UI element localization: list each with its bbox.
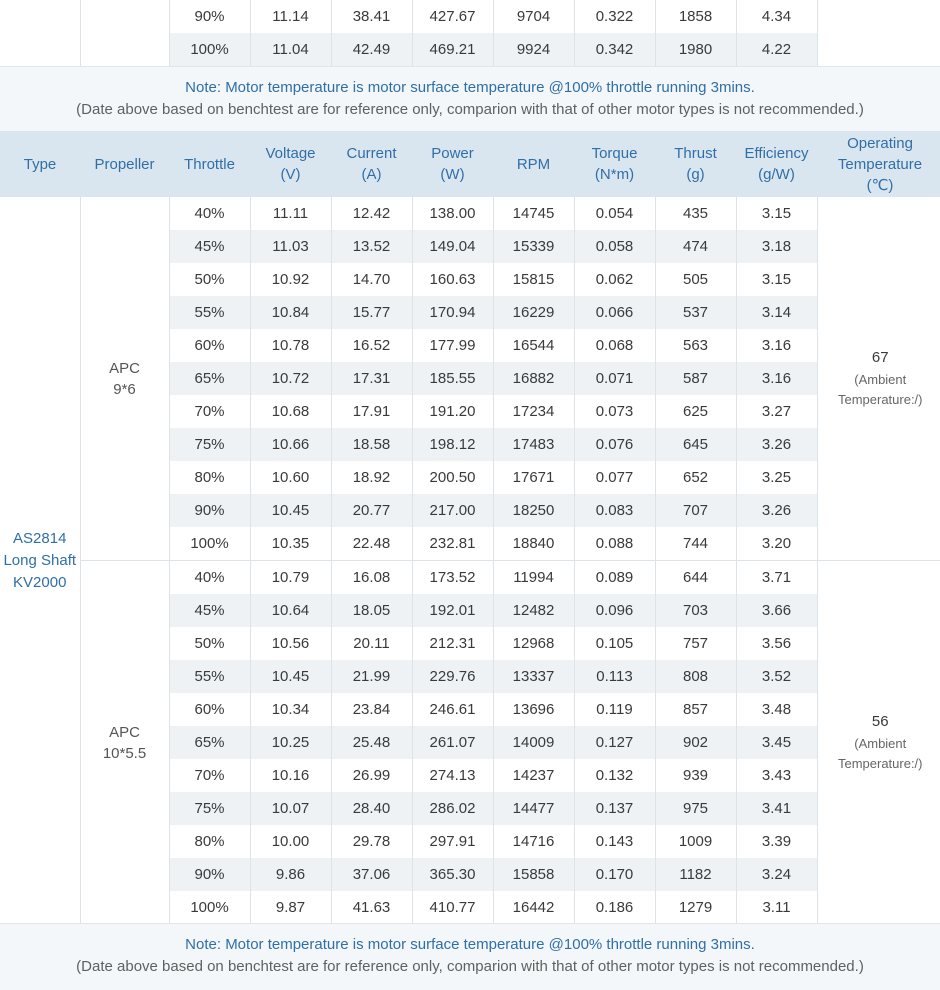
throttle-cell: 100% — [169, 891, 250, 924]
throttle-cell: 90% — [169, 858, 250, 891]
rpm-cell: 17671 — [493, 461, 574, 494]
thrust-cell: 757 — [655, 627, 736, 660]
torque-cell: 0.170 — [574, 858, 655, 891]
voltage-cell: 10.64 — [250, 594, 331, 627]
power-cell: 138.00 — [412, 197, 493, 230]
current-cell: 42.49 — [331, 33, 412, 66]
power-cell: 297.91 — [412, 825, 493, 858]
operating-temp-cell-empty — [817, 33, 940, 66]
rpm-cell: 15339 — [493, 230, 574, 263]
thrust-cell: 703 — [655, 594, 736, 627]
rpm-cell: 14237 — [493, 759, 574, 792]
current-cell: 16.52 — [331, 329, 412, 362]
voltage-cell: 10.56 — [250, 627, 331, 660]
current-cell: 23.84 — [331, 693, 412, 726]
throttle-cell: 60% — [169, 693, 250, 726]
rpm-cell: 14716 — [493, 825, 574, 858]
rpm-cell: 15815 — [493, 263, 574, 296]
thrust-cell: 563 — [655, 329, 736, 362]
rpm-cell: 12482 — [493, 594, 574, 627]
voltage-cell: 10.35 — [250, 527, 331, 561]
current-cell: 17.91 — [331, 395, 412, 428]
propeller-size: 9*6 — [113, 381, 136, 398]
note-line-1: Note: Motor temperature is motor surface temperature @100% throttle running 3mins. — [0, 77, 940, 99]
power-cell: 149.04 — [412, 230, 493, 263]
voltage-cell: 10.84 — [250, 296, 331, 329]
rpm-cell: 9924 — [493, 33, 574, 66]
efficiency-cell: 3.16 — [736, 362, 817, 395]
propeller-cell — [80, 561, 169, 925]
torque-cell: 0.077 — [574, 461, 655, 494]
header-torque: Torque (N*m) — [574, 131, 655, 197]
propeller-brand: APC — [109, 724, 140, 741]
propeller-cell-empty — [80, 33, 169, 66]
torque-cell: 0.113 — [574, 660, 655, 693]
voltage-cell: 10.66 — [250, 428, 331, 461]
torque-cell: 0.076 — [574, 428, 655, 461]
thrust-cell: 707 — [655, 494, 736, 527]
current-cell: 22.48 — [331, 527, 412, 561]
header-operating-temperature: Operating Temperature (℃) — [817, 131, 940, 197]
torque-cell: 0.119 — [574, 693, 655, 726]
power-cell: 365.30 — [412, 858, 493, 891]
power-cell: 410.77 — [412, 891, 493, 924]
efficiency-cell: 3.52 — [736, 660, 817, 693]
table-row — [0, 0, 940, 33]
throttle-cell: 75% — [169, 792, 250, 825]
current-cell: 15.77 — [331, 296, 412, 329]
rpm-cell: 11994 — [493, 561, 574, 595]
throttle-cell: 55% — [169, 296, 250, 329]
power-cell: 160.63 — [412, 263, 493, 296]
voltage-cell: 11.03 — [250, 230, 331, 263]
header-thrust: Thrust (g) — [655, 131, 736, 197]
torque-cell: 0.089 — [574, 561, 655, 595]
ambient-note-line-1: (Ambient — [818, 734, 940, 754]
motor-data-table — [0, 131, 940, 924]
efficiency-cell: 3.26 — [736, 494, 817, 527]
efficiency-cell: 3.45 — [736, 726, 817, 759]
type-cell-empty — [0, 0, 80, 33]
thrust-cell: 744 — [655, 527, 736, 561]
thrust-cell: 587 — [655, 362, 736, 395]
power-cell: 200.50 — [412, 461, 493, 494]
power-cell: 185.55 — [412, 362, 493, 395]
torque-cell: 0.143 — [574, 825, 655, 858]
current-cell: 18.05 — [331, 594, 412, 627]
thrust-cell: 808 — [655, 660, 736, 693]
throttle-cell: 45% — [169, 594, 250, 627]
efficiency-cell: 3.27 — [736, 395, 817, 428]
torque-cell: 0.058 — [574, 230, 655, 263]
voltage-cell: 10.79 — [250, 561, 331, 595]
current-cell: 26.99 — [331, 759, 412, 792]
efficiency-cell: 3.66 — [736, 594, 817, 627]
voltage-cell: 10.92 — [250, 263, 331, 296]
throttle-cell: 70% — [169, 395, 250, 428]
motor-type-cell — [0, 197, 80, 924]
voltage-cell: 9.87 — [250, 891, 331, 924]
rpm-cell: 17234 — [493, 395, 574, 428]
note-bottom — [0, 923, 940, 990]
voltage-cell: 10.68 — [250, 395, 331, 428]
torque-cell: 0.083 — [574, 494, 655, 527]
note-line-2: (Date above based on benchtest are for reference only, comparion with that of other motor types is not recommended.) — [0, 956, 940, 978]
torque-cell: 0.342 — [574, 33, 655, 66]
note-top — [0, 66, 940, 132]
ambient-note-line-2: Temperature:/) — [818, 754, 940, 774]
header-type: Type — [0, 131, 80, 197]
power-cell: 173.52 — [412, 561, 493, 595]
torque-cell: 0.062 — [574, 263, 655, 296]
throttle-cell: 100% — [169, 33, 250, 66]
torque-cell: 0.066 — [574, 296, 655, 329]
torque-cell: 0.105 — [574, 627, 655, 660]
efficiency-cell: 3.11 — [736, 891, 817, 924]
throttle-cell: 55% — [169, 660, 250, 693]
throttle-cell: 80% — [169, 825, 250, 858]
header-rpm: RPM — [493, 131, 574, 197]
rpm-cell: 16229 — [493, 296, 574, 329]
propeller-cell-empty — [80, 0, 169, 33]
power-cell: 469.21 — [412, 33, 493, 66]
voltage-cell: 10.25 — [250, 726, 331, 759]
throttle-cell: 100% — [169, 527, 250, 561]
torque-cell: 0.322 — [574, 0, 655, 33]
throttle-cell: 40% — [169, 561, 250, 595]
rpm-cell: 9704 — [493, 0, 574, 33]
rpm-cell: 14745 — [493, 197, 574, 230]
thrust-cell: 645 — [655, 428, 736, 461]
note-line-1: Note: Motor temperature is motor surface temperature @100% throttle running 3mins. — [0, 934, 940, 956]
current-cell: 21.99 — [331, 660, 412, 693]
voltage-cell: 10.16 — [250, 759, 331, 792]
efficiency-cell: 3.43 — [736, 759, 817, 792]
rpm-cell: 14009 — [493, 726, 574, 759]
thrust-cell: 644 — [655, 561, 736, 595]
header-throttle: Throttle — [169, 131, 250, 197]
current-cell: 17.31 — [331, 362, 412, 395]
efficiency-cell: 3.71 — [736, 561, 817, 595]
motor-type-line3: KV2000 — [13, 574, 66, 591]
table-row — [0, 33, 940, 66]
current-cell: 20.77 — [331, 494, 412, 527]
voltage-cell: 10.45 — [250, 660, 331, 693]
rpm-cell: 15858 — [493, 858, 574, 891]
power-cell: 246.61 — [412, 693, 493, 726]
thrust-cell: 652 — [655, 461, 736, 494]
torque-cell: 0.073 — [574, 395, 655, 428]
efficiency-cell: 3.39 — [736, 825, 817, 858]
propeller-brand: APC — [109, 360, 140, 377]
rpm-cell: 13337 — [493, 660, 574, 693]
motor-type-line1: AS2814 — [13, 530, 66, 547]
voltage-cell: 9.86 — [250, 858, 331, 891]
torque-cell: 0.186 — [574, 891, 655, 924]
efficiency-cell: 3.15 — [736, 197, 817, 230]
throttle-cell: 75% — [169, 428, 250, 461]
voltage-cell: 10.78 — [250, 329, 331, 362]
propeller-size: 10*5.5 — [103, 745, 146, 762]
torque-cell: 0.137 — [574, 792, 655, 825]
throttle-cell: 65% — [169, 362, 250, 395]
thrust-cell: 625 — [655, 395, 736, 428]
header-current: Current (A) — [331, 131, 412, 197]
header-row — [0, 131, 940, 197]
thrust-cell: 975 — [655, 792, 736, 825]
header-propeller: Propeller — [80, 131, 169, 197]
rpm-cell: 14477 — [493, 792, 574, 825]
current-cell: 41.63 — [331, 891, 412, 924]
header-efficiency: Efficiency (g/W) — [736, 131, 817, 197]
efficiency-cell: 4.34 — [736, 0, 817, 33]
torque-cell: 0.132 — [574, 759, 655, 792]
thrust-cell: 1279 — [655, 891, 736, 924]
current-cell: 14.70 — [331, 263, 412, 296]
thrust-cell: 939 — [655, 759, 736, 792]
thrust-cell: 857 — [655, 693, 736, 726]
ambient-note-line-2: Temperature:/) — [818, 390, 940, 410]
operating-temperature-value: 67 — [818, 348, 940, 368]
header-voltage: Voltage (V) — [250, 131, 331, 197]
note-line-2: (Date above based on benchtest are for reference only, comparion with that of other motor types is not recommended.) — [0, 99, 940, 121]
throttle-cell: 50% — [169, 627, 250, 660]
current-cell: 29.78 — [331, 825, 412, 858]
header-power: Power (W) — [412, 131, 493, 197]
power-cell: 198.12 — [412, 428, 493, 461]
voltage-cell: 11.14 — [250, 0, 331, 33]
rpm-cell: 18840 — [493, 527, 574, 561]
current-cell: 20.11 — [331, 627, 412, 660]
rpm-cell: 16544 — [493, 329, 574, 362]
torque-cell: 0.088 — [574, 527, 655, 561]
throttle-cell: 90% — [169, 494, 250, 527]
throttle-cell: 45% — [169, 230, 250, 263]
power-cell: 192.01 — [412, 594, 493, 627]
efficiency-cell: 3.25 — [736, 461, 817, 494]
current-cell: 18.92 — [331, 461, 412, 494]
current-cell: 18.58 — [331, 428, 412, 461]
voltage-cell: 10.72 — [250, 362, 331, 395]
table-row — [0, 561, 940, 595]
throttle-cell: 90% — [169, 0, 250, 33]
thrust-cell: 1009 — [655, 825, 736, 858]
throttle-cell: 65% — [169, 726, 250, 759]
power-cell: 177.99 — [412, 329, 493, 362]
thrust-cell: 1980 — [655, 33, 736, 66]
thrust-cell: 1858 — [655, 0, 736, 33]
efficiency-cell: 4.22 — [736, 33, 817, 66]
current-cell: 25.48 — [331, 726, 412, 759]
power-cell: 286.02 — [412, 792, 493, 825]
power-cell: 232.81 — [412, 527, 493, 561]
throttle-cell: 50% — [169, 263, 250, 296]
torque-cell: 0.096 — [574, 594, 655, 627]
current-cell: 28.40 — [331, 792, 412, 825]
current-cell: 12.42 — [331, 197, 412, 230]
power-cell: 274.13 — [412, 759, 493, 792]
efficiency-cell: 3.56 — [736, 627, 817, 660]
thrust-cell: 902 — [655, 726, 736, 759]
rpm-cell: 18250 — [493, 494, 574, 527]
operating-temperature-cell — [817, 561, 940, 925]
power-cell: 212.31 — [412, 627, 493, 660]
throttle-cell: 60% — [169, 329, 250, 362]
efficiency-cell: 3.16 — [736, 329, 817, 362]
thrust-cell: 505 — [655, 263, 736, 296]
power-cell: 229.76 — [412, 660, 493, 693]
rpm-cell: 16442 — [493, 891, 574, 924]
current-cell: 16.08 — [331, 561, 412, 595]
operating-temperature-value: 56 — [818, 712, 940, 732]
throttle-cell: 40% — [169, 197, 250, 230]
thrust-cell: 537 — [655, 296, 736, 329]
efficiency-cell: 3.18 — [736, 230, 817, 263]
efficiency-cell: 3.14 — [736, 296, 817, 329]
rpm-cell: 16882 — [493, 362, 574, 395]
torque-cell: 0.127 — [574, 726, 655, 759]
voltage-cell: 11.04 — [250, 33, 331, 66]
thrust-cell: 1182 — [655, 858, 736, 891]
voltage-cell: 10.00 — [250, 825, 331, 858]
torque-cell: 0.068 — [574, 329, 655, 362]
power-cell: 427.67 — [412, 0, 493, 33]
motor-type-line2: Long Shaft — [3, 552, 76, 569]
ambient-note-line-1: (Ambient — [818, 370, 940, 390]
voltage-cell: 11.11 — [250, 197, 331, 230]
efficiency-cell: 3.48 — [736, 693, 817, 726]
current-cell: 38.41 — [331, 0, 412, 33]
type-cell-empty — [0, 33, 80, 66]
operating-temperature-cell — [817, 197, 940, 561]
operating-temp-cell-empty — [817, 0, 940, 33]
power-cell: 191.20 — [412, 395, 493, 428]
efficiency-cell: 3.41 — [736, 792, 817, 825]
thrust-cell: 435 — [655, 197, 736, 230]
power-cell: 217.00 — [412, 494, 493, 527]
current-cell: 13.52 — [331, 230, 412, 263]
efficiency-cell: 3.24 — [736, 858, 817, 891]
torque-cell: 0.054 — [574, 197, 655, 230]
power-cell: 261.07 — [412, 726, 493, 759]
rpm-cell: 17483 — [493, 428, 574, 461]
efficiency-cell: 3.15 — [736, 263, 817, 296]
torque-cell: 0.071 — [574, 362, 655, 395]
rpm-cell: 13696 — [493, 693, 574, 726]
table-row — [0, 197, 940, 230]
propeller-cell — [80, 197, 169, 561]
efficiency-cell: 3.26 — [736, 428, 817, 461]
voltage-cell: 10.07 — [250, 792, 331, 825]
throttle-cell: 70% — [169, 759, 250, 792]
voltage-cell: 10.45 — [250, 494, 331, 527]
current-cell: 37.06 — [331, 858, 412, 891]
thrust-cell: 474 — [655, 230, 736, 263]
previous-data-table — [0, 0, 940, 66]
voltage-cell: 10.60 — [250, 461, 331, 494]
power-cell: 170.94 — [412, 296, 493, 329]
throttle-cell: 80% — [169, 461, 250, 494]
voltage-cell: 10.34 — [250, 693, 331, 726]
rpm-cell: 12968 — [493, 627, 574, 660]
efficiency-cell: 3.20 — [736, 527, 817, 561]
